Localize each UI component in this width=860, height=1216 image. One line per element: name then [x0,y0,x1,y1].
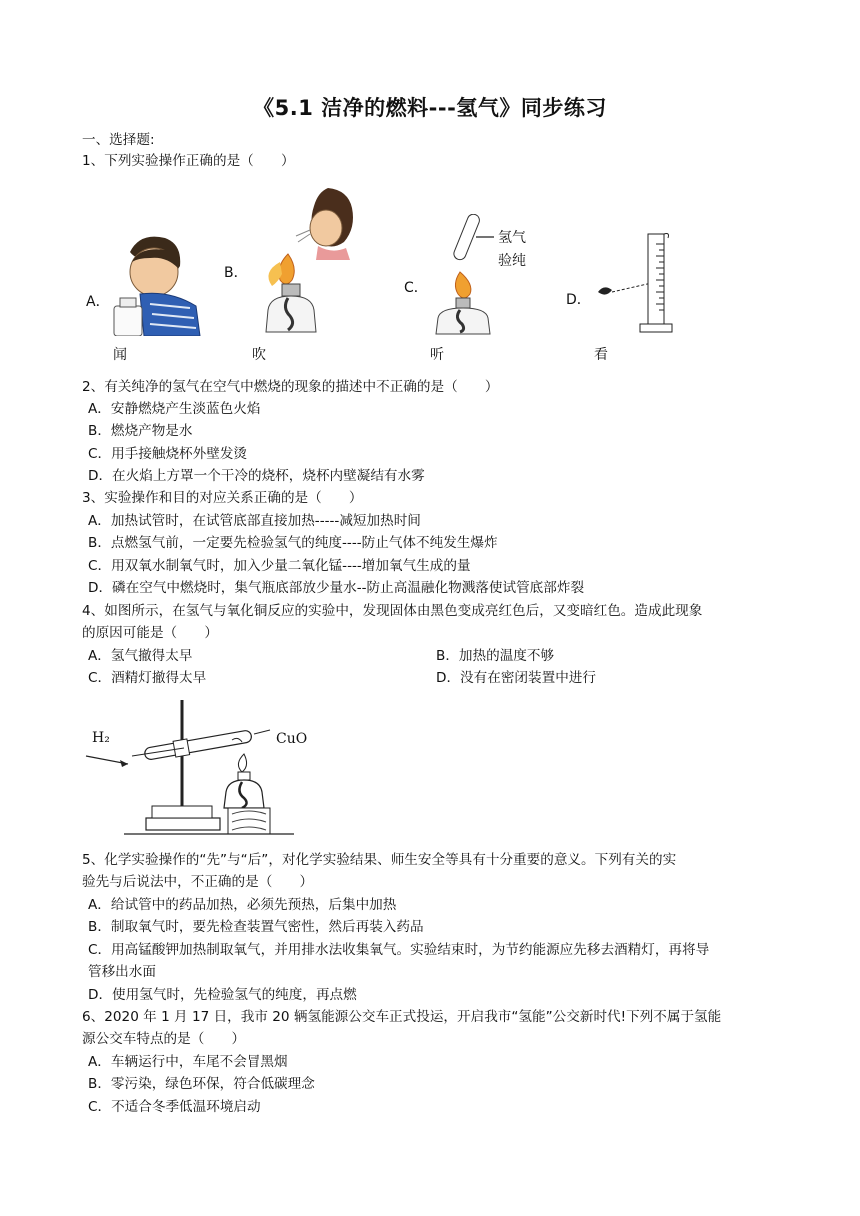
q1-figure-blow-illustration [258,184,358,336]
q2-option-d: D．在火焰上方罩一个干冷的烧杯，烧杯内壁凝结有水雾 [88,468,425,484]
question-6-stem-line-1: 6、2020 年 1 月 17 日，我市 20 辆氢能源公交车正式投运，开启我市“氢能”公交新时代!下列不属于氢能 [82,1009,722,1025]
question-4-stem-line-2: 的原因可能是（ ） [82,625,218,641]
q1-figure-read-cylinder-illustration [594,232,704,336]
q1-tube-label-hydrogen: 氢气 [498,230,526,246]
section-heading: 一、选择题: [82,132,155,148]
q1-tube-label-purity: 验纯 [498,253,526,269]
question-6-stem-line-2: 源公交车特点的是（ ） [82,1031,246,1047]
question-4-stem-line-1: 4、如图所示，在氢气与氧化铜反应的实验中，发现固体由黑色变成亮红色后，又变暗红色。造成此现象 [82,603,703,619]
q4-option-b: B．加热的温度不够 [436,648,555,664]
q1-label-leader-line [476,234,494,240]
q3-option-a: A．加热试管时，在试管底部直接加热-----减短加热时间 [88,513,421,529]
q1-figure-caption-d: 看 [594,347,608,363]
q5-option-b: B．制取氧气时，要先检查装置气密性，然后再装入药品 [88,919,424,935]
q1-figure-letter-b: B． [224,265,248,281]
q1-figure-smell-illustration [110,232,202,336]
q4-option-a: A．氢气撤得太早 [88,648,193,664]
q1-figure-letter-d: D． [566,292,591,308]
q4-apparatus-illustration [84,696,314,840]
page-title: 《5.1 洁净的燃料---氢气》同步练习 [253,96,607,120]
q2-option-a: A．安静燃烧产生淡蓝色火焰 [88,401,261,417]
q6-option-b: B．零污染，绿色环保，符合低碳理念 [88,1076,315,1092]
q1-figure-caption-a: 闻 [113,347,127,363]
q5-option-c-line-2: 管移出水面 [88,964,156,980]
question-3-stem: 3、实验操作和目的对应关系正确的是（ ） [82,490,363,506]
q6-option-c: C．不适合冬季低温环境启动 [88,1099,261,1115]
q4-figure-label-cuo: CuO [276,731,308,747]
q1-figure-letter-a: A． [86,294,110,310]
q5-option-d: D．使用氢气时，先检验氢气的纯度，再点燃 [88,987,357,1003]
q3-option-d: D．磷在空气中燃烧时，集气瓶底部放少量水--防止高温融化物溅落使试管底部炸裂 [88,580,585,596]
question-5-stem-line-1: 5、化学实验操作的“先”与“后”，对化学实验结果、师生安全等具有十分重要的意义。下列有关的实 [82,852,677,868]
q3-option-b: B．点燃氢气前，一定要先检验氢气的纯度----防止气体不纯发生爆炸 [88,535,498,551]
q4-figure-label-h2: H₂ [92,730,110,746]
q5-option-a: A．给试管中的药品加热，必须先预热，后集中加热 [88,897,397,913]
q1-figure-listen-illustration [430,214,500,336]
q1-figure-letter-c: C． [404,280,428,296]
question-2-stem: 2、有关纯净的氢气在空气中燃烧的现象的描述中不正确的是（ ） [82,379,499,395]
q4-option-c: C．酒精灯撤得太早 [88,670,207,686]
q5-option-c-line-1: C．用高锰酸钾加热制取氧气，并用排水法收集氧气。实验结束时，为节约能源应先移去酒精灯，再将导 [88,942,710,958]
question-1-stem: 1、下列实验操作正确的是（ ） [82,153,295,169]
question-5-stem-line-2: 验先与后说法中，不正确的是（ ） [82,874,314,890]
q3-option-c: C．用双氧水制氧气时，加入少量二氧化锰----增加氧气生成的量 [88,558,471,574]
q2-option-c: C．用手接触烧杯外壁发烫 [88,446,248,462]
q1-figure-caption-c: 听 [430,347,444,363]
q6-option-a: A．车辆运行中，车尾不会冒黑烟 [88,1054,288,1070]
q2-option-b: B．燃烧产物是水 [88,423,193,439]
q1-figure-caption-b: 吹 [252,347,266,363]
q4-option-d: D．没有在密闭装置中进行 [436,670,596,686]
